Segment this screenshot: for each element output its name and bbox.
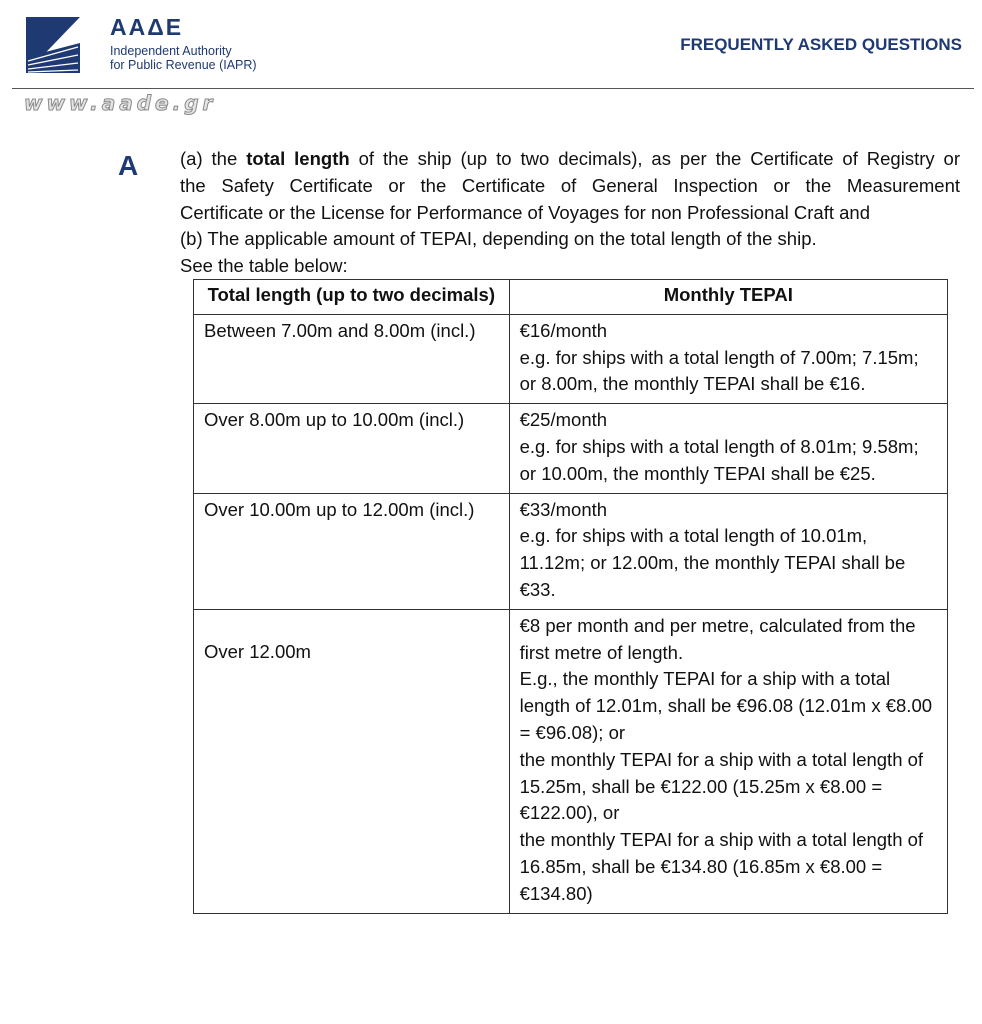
logo-subtitle-line2: for Public Revenue (IAPR): [110, 58, 257, 72]
see-table-note: See the table below:: [180, 255, 348, 277]
row-example: e.g. for ships with a total length of 7.00m; 7.15m; or 8.00m, the monthly TEPAI shall be €16.: [519, 346, 919, 395]
table-row: [194, 493, 948, 609]
logo-subtitle-line1: Independent Authority: [110, 44, 232, 58]
row-example: the monthly TEPAI for a ship with a total length of 15.25m, shall be €122.00 (15.25m x €8.00 = €122.00), or: [519, 748, 924, 824]
header-total-length: Total length (up to two decimals): [194, 280, 510, 315]
para-a-prefix: (a) the: [180, 148, 247, 169]
row-length: Over 8.00m up to 10.00m (incl.): [194, 404, 510, 493]
header-divider: [12, 88, 974, 89]
para-a-line1-rest: of the ship (up to two decimals), as per the Certificate of Registry or: [349, 148, 961, 169]
row-tepai: [509, 314, 947, 403]
row-length: Over 10.00m up to 12.00m (incl.): [194, 493, 510, 609]
para-a-bold: total length: [246, 148, 350, 169]
section-letter: A: [118, 150, 139, 181]
row-amount: €25/month: [519, 409, 608, 431]
table-row: [194, 314, 948, 403]
paragraph-b: (b) The applicable amount of TEPAI, depending on the total length of the ship.: [180, 228, 817, 250]
row-amount: €16/month: [519, 319, 608, 341]
website-watermark: www.aade.gr: [24, 91, 217, 115]
row-example: e.g. for ships with a total length of 10.01m, 11.12m; or 12.00m, the monthly TEPAI shall be €33.: [519, 525, 906, 600]
row-example: E.g., the monthly TEPAI for a ship with a total length of 12.01m, shall be €96.08 (12.01m x €8.00 = €96.08); or: [519, 668, 933, 743]
header-monthly-tepai: Monthly TEPAI: [509, 280, 947, 315]
answer-text: [180, 146, 960, 280]
paragraph-a-line1: [180, 146, 960, 173]
row-length: [194, 609, 510, 913]
row-tepai: [509, 404, 947, 493]
page-header: [0, 0, 982, 115]
paragraph-a-line3: Certificate or the License for Performance of Voyages for non Professional Craft and: [180, 201, 871, 223]
table-header-row: [194, 280, 948, 315]
tepai-table: [193, 279, 948, 914]
logo-subtitle: [110, 44, 257, 72]
table-row: [194, 609, 948, 913]
row-example: e.g. for ships with a total length of 8.01m; 9.58m; or 10.00m, the monthly TEPAI shall be €25.: [519, 435, 919, 484]
row-amount: €8 per month and per metre, calculated from the first metre of length.: [519, 614, 916, 663]
row-example: the monthly TEPAI for a ship with a total length of 16.85m, shall be €134.80 (16.85m x €8.00 = €134.80): [519, 829, 924, 904]
table-row: [194, 404, 948, 493]
row-length-text: Over 12.00m: [204, 640, 311, 662]
row-length: Between 7.00m and 8.00m (incl.): [194, 314, 510, 403]
row-tepai: [509, 609, 947, 913]
paragraph-a-line2: the Safety Certificate or the Certificate of General Inspection or the Measurement: [180, 174, 960, 196]
page-title: FREQUENTLY ASKED QUESTIONS: [680, 35, 962, 54]
aade-logo-icon: [26, 17, 80, 73]
row-amount: €33/month: [519, 498, 608, 520]
row-tepai: [509, 493, 947, 609]
logo-name: ΑΑΔΕ: [110, 14, 184, 40]
